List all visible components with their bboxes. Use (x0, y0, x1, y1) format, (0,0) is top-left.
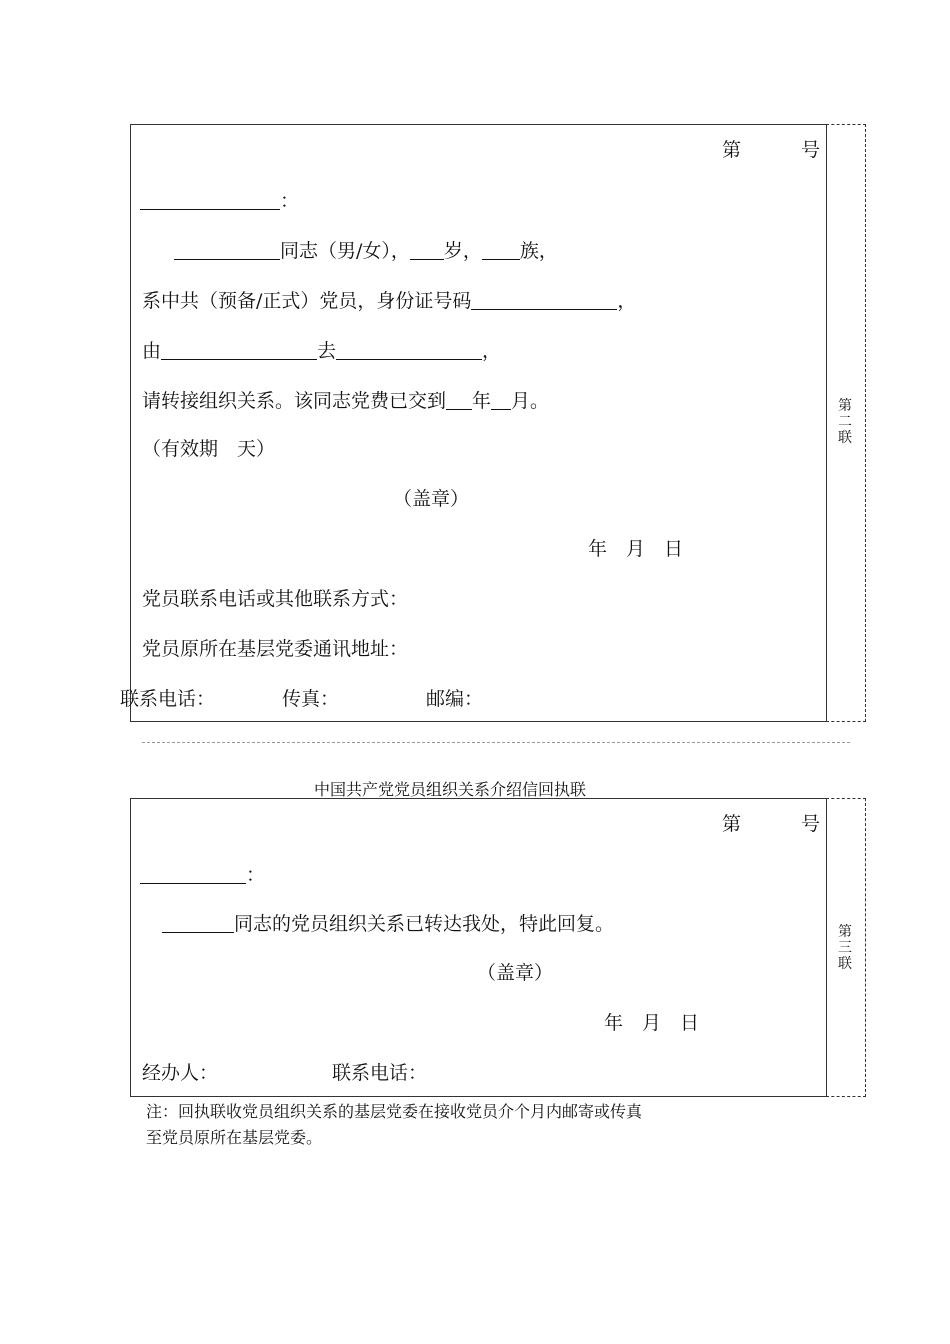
footnote-line-1: 注：回执联收党员组织关系的基层党委在接收党员介个月内邮寄或传真 (146, 1102, 643, 1121)
addressee-blank[interactable] (140, 189, 280, 210)
party-address-label: 党员原所在基层党委通讯地址： (142, 638, 409, 660)
date-label: 年 月 日 (588, 538, 684, 560)
ethnic-blank[interactable] (482, 239, 520, 260)
transfer-line: 请转接组织关系。该同志党费已交到 年 月。 (142, 390, 550, 412)
footnote-line-2: 至党员原所在基层党委。 (146, 1128, 323, 1147)
receipt-name-blank[interactable] (162, 912, 234, 933)
receipt-serial-number-label: 第 号 (722, 813, 821, 835)
receipt-box (130, 798, 827, 1097)
transfer-letter-box (130, 124, 827, 722)
handler-label: 经办人： (142, 1062, 219, 1084)
from-blank[interactable] (161, 339, 317, 360)
cut-line (142, 742, 850, 743)
member-id-line: 系中共（预备/正式）党员，身份证号码 ， (142, 290, 637, 312)
dues-year-blank[interactable] (446, 389, 472, 410)
validity-period: （有效期 天） (142, 438, 276, 460)
id-number-blank[interactable] (471, 289, 617, 310)
contact-phone-label: 联系电话： (120, 688, 216, 710)
receipt-date-label: 年 月 日 (604, 1012, 700, 1034)
age-blank[interactable] (410, 239, 444, 260)
comrade-line: 同志（男/女）， 岁， 族， (174, 239, 558, 262)
receipt-seal-label: （盖章） (477, 962, 554, 984)
stub-label-3: 第三联 (838, 924, 852, 972)
postcode-label: 邮编： (426, 688, 484, 710)
name-blank[interactable] (174, 239, 280, 260)
serial-number-label: 第 号 (722, 139, 821, 161)
member-contact-label: 党员联系电话或其他联系方式： (142, 588, 409, 610)
receipt-body-line: 同志的党员组织关系已转达我处，特此回复。 (162, 912, 614, 935)
dues-month-blank[interactable] (491, 389, 511, 410)
fax-label: 传真： (282, 688, 340, 710)
receipt-phone-label: 联系电话： (332, 1062, 428, 1084)
seal-label: （盖章） (393, 488, 470, 510)
stub-label-2: 第二联 (838, 398, 852, 446)
from-to-line: 由 去 ， (142, 340, 502, 362)
receipt-addressee-blank[interactable] (140, 863, 246, 884)
addressee-line: ： (140, 189, 299, 212)
receipt-addressee-line: ： (140, 863, 265, 886)
receipt-title: 中国共产党党员组织关系介绍信回执联 (314, 780, 587, 799)
to-blank[interactable] (336, 339, 482, 360)
